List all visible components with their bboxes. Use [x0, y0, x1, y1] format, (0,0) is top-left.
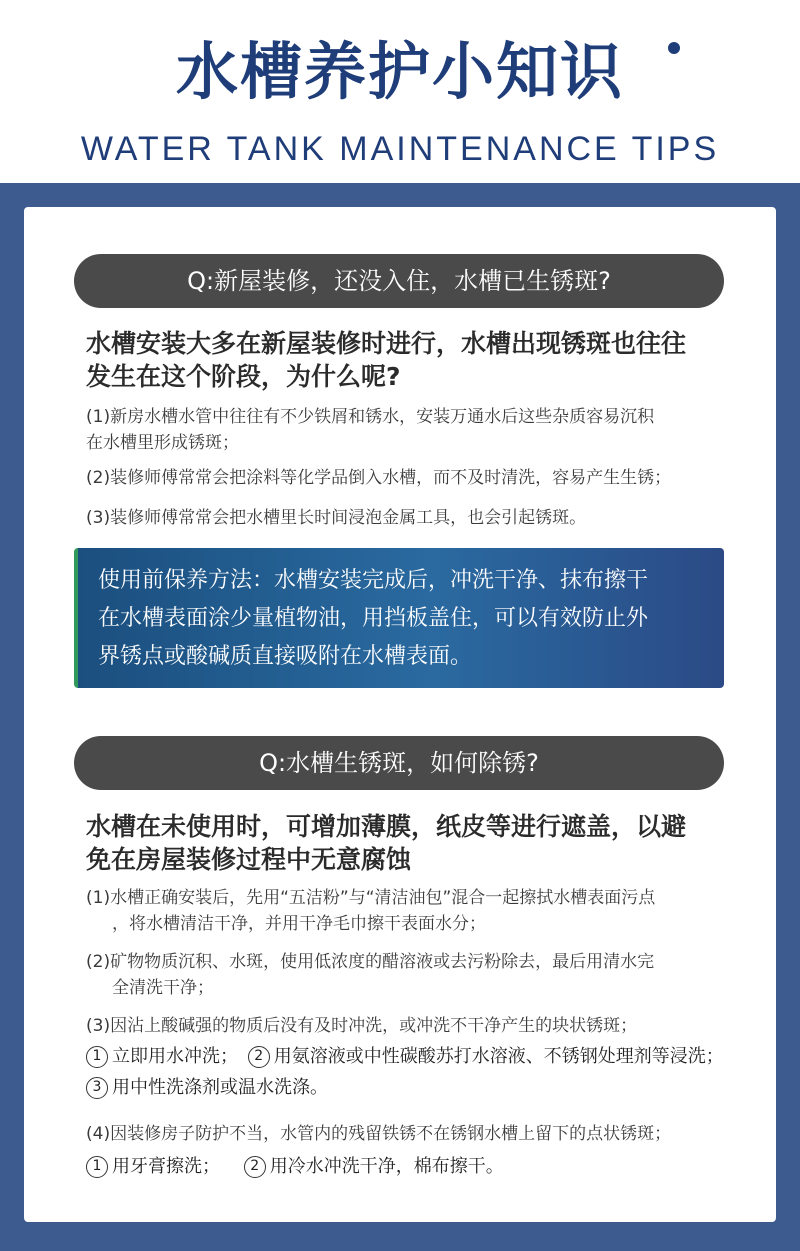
- section2-point-2-line1: (2)矿物物质沉积、水斑，使用低浓度的醋溶液或去污粉除去，最后用清水完: [86, 952, 655, 972]
- step-text: 用中性洗涤剂或温水洗涤。: [112, 1077, 328, 1098]
- section2-lead-line1: 水槽在未使用时，可增加薄膜，纸皮等进行遮盖，以避: [86, 812, 687, 841]
- step-number-circle: 2: [244, 1156, 266, 1178]
- question-banner-1: Q:新屋装修，还没入住，水槽已生锈斑?: [74, 254, 724, 308]
- section2-point-3-steps-row2: [86, 1074, 746, 1102]
- section1-lead-line1: 水槽安装大多在新屋装修时进行，水槽出现锈斑也往往: [86, 329, 687, 358]
- page-title: 水槽养护小知识: [175, 35, 624, 108]
- section2-point-1-line1: (1)水槽正确安装后，先用“五洁粉”与“清洁油包”混合一起擦拭水槽表面污点: [86, 888, 656, 908]
- step-number-circle: 1: [86, 1046, 108, 1068]
- tip-line-3: 界锈点或酸碱质直接吸附在水槽表面。: [98, 644, 473, 669]
- question-banner-2: Q:水槽生锈斑，如何除锈?: [74, 736, 724, 790]
- step-number-circle: 1: [86, 1156, 108, 1178]
- section1-point-1-line1: (1)新房水槽水管中往往有不少铁屑和锈水，安装万通水后这些杂质容易沉积: [86, 407, 655, 427]
- section1-point-3: (3)装修师傅常常会把水槽里长时间浸泡金属工具，也会引起锈斑。: [86, 508, 587, 528]
- maintenance-tip-box: [74, 548, 724, 688]
- section2-point-4-steps: [86, 1153, 746, 1181]
- section1-point-1-line2: 在水槽里形成锈斑；: [86, 433, 239, 453]
- section1-lead-line2: 发生在这个阶段，为什么呢?: [86, 362, 401, 391]
- step-text: 用冷水冲洗干净，棉布擦干。: [269, 1156, 504, 1177]
- section2-point-3: (3)因沾上酸碱强的物质后没有及时冲洗，或冲洗不干净产生的块状锈斑；: [86, 1016, 638, 1036]
- section1-point-2: (2)装修师傅常常会把涂料等化学品倒入水槽，而不及时清洗，容易产生生锈；: [86, 468, 672, 488]
- section2-point-3-steps-row1: [86, 1043, 746, 1071]
- step-text: 用氨溶液或中性碳酸苏打水溶液、不锈钢处理剂等浸洗；: [273, 1046, 724, 1067]
- title-dot-decoration: [668, 42, 680, 54]
- page-subtitle: WATER TANK MAINTENANCE TIPS: [80, 130, 720, 168]
- section2-lead-line2: 免在房屋装修过程中无意腐蚀: [86, 845, 412, 874]
- step-number-circle: 3: [86, 1077, 108, 1099]
- step-number-circle: 2: [248, 1046, 270, 1068]
- step-text: 立即用水冲洗；: [112, 1046, 238, 1067]
- section2-point-1-line2: ，将水槽清洁干净，并用干净毛巾擦干表面水分；: [112, 914, 486, 934]
- step-text: 用牙膏擦洗；: [112, 1156, 220, 1177]
- tip-line-2: 在水槽表面涂少量植物油，用挡板盖住，可以有效防止外: [98, 606, 649, 631]
- section2-point-4: (4)因装修房子防护不当，水管内的残留铁锈不在锈钢水槽上留下的点状锈斑；: [86, 1124, 672, 1144]
- section2-point-2-line2: 全清洗干净；: [112, 978, 214, 998]
- tip-line-1: 使用前保养方法：水槽安装完成后，冲洗干净、抹布擦干: [98, 568, 649, 593]
- page-header: [0, 0, 800, 183]
